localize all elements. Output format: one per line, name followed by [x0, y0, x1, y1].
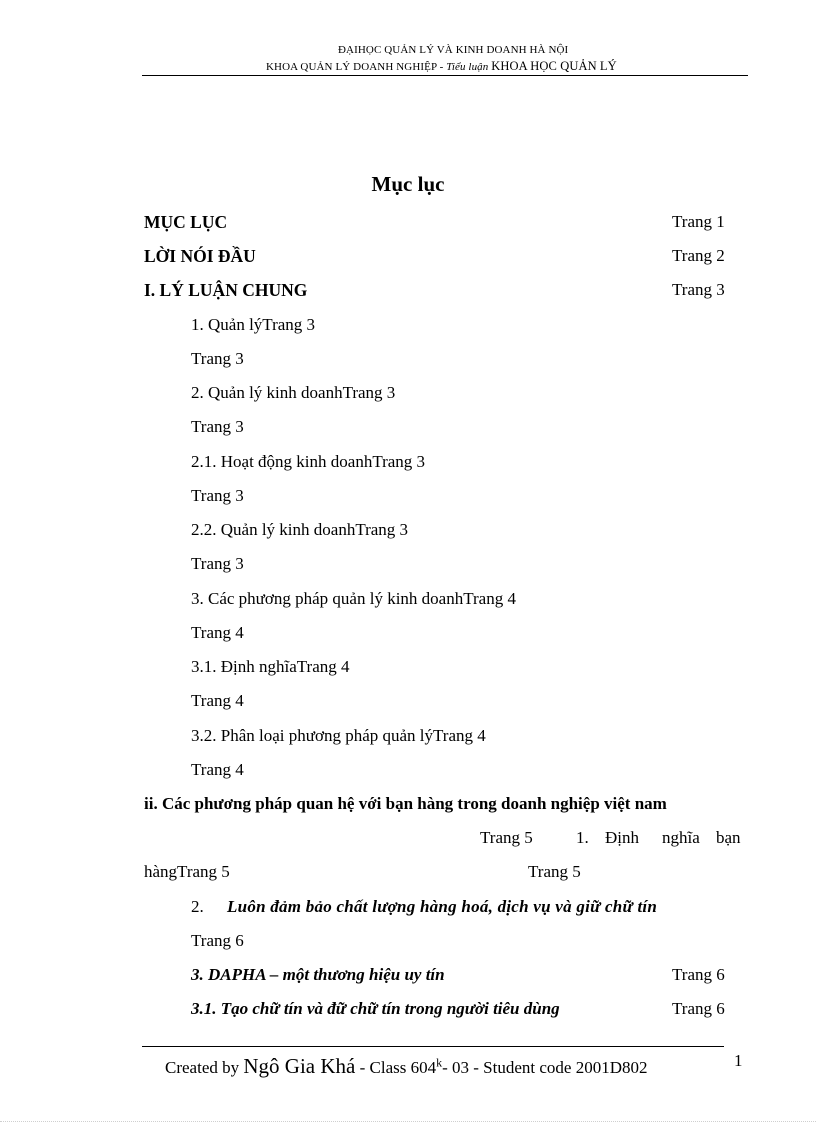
toc-def-word2: nghĩa [662, 828, 700, 847]
toc-item-3-1-page: Trang 4 [191, 691, 244, 710]
toc-item-3: 3. Các phương pháp quản lý kinh doanhTrang 4 [191, 589, 516, 608]
toc-def-word1: Định [605, 828, 639, 847]
toc-item-2-1-page: Trang 3 [191, 486, 244, 505]
footer-student: - 03 - Student code 2001D802 [442, 1058, 648, 1077]
header-subject: KHOA HỌC QUẢN LÝ [491, 59, 617, 73]
toc-section2-heading: ii. Các phương pháp quan hệ với bạn hàng trong doanh nghiệp việt nam [144, 794, 667, 813]
page-title: Mục lục [371, 172, 445, 196]
page-number: 1 [734, 1051, 743, 1070]
header-line2 [266, 59, 617, 74]
toc-item-1: 1. Quản lýTrang 3 [191, 315, 316, 334]
toc-item-2-2: 2.2. Quản lý kinh doanhTrang 3 [191, 520, 409, 539]
toc-item2-num: 2. [191, 897, 204, 916]
toc-section2-page: Trang 5 [480, 828, 533, 847]
footer-credit [165, 1054, 647, 1079]
header-line1: ĐẠIHỌC QUẢN LÝ VÀ KINH DOANH HÀ NỘI [338, 44, 569, 56]
toc-item-2-page: Trang 3 [191, 417, 244, 436]
toc-item-1-page: Trang 3 [191, 349, 244, 368]
header-rule [142, 75, 748, 76]
toc-ly-luan-page: Trang 3 [672, 280, 725, 299]
page-bottom-divider [0, 1121, 816, 1122]
toc-def-tail: hàngTrang 5 [144, 862, 230, 881]
toc-item-3-2-page: Trang 4 [191, 760, 244, 779]
toc-item3-page: Trang 6 [672, 965, 725, 984]
toc-item2-text: Luôn đảm bảo chất lượng hàng hoá, dịch vụ và giữ chữ tín [227, 897, 658, 916]
toc-item-2-2-page: Trang 3 [191, 554, 244, 573]
toc-item-2-1: 2.1. Hoạt động kinh doanhTrang 3 [191, 452, 426, 471]
toc-def-word3: bạn [716, 828, 741, 847]
toc-loi-noi-dau-label: LỜI NÓI ĐẦU [144, 246, 256, 266]
toc-item-2: 2. Quản lý kinh doanhTrang 3 [191, 383, 396, 402]
toc-item-3-2: 3.2. Phân loại phương pháp quản lýTrang 4 [191, 726, 486, 745]
footer-class-sup: k [436, 1055, 443, 1070]
header-faculty: KHOA QUẢN LÝ DOANH NGHIỆP - [266, 61, 447, 73]
toc-def-num: 1. [576, 828, 589, 847]
toc-loi-noi-dau-page: Trang 2 [672, 246, 725, 265]
toc-muc-luc-page: Trang 1 [672, 212, 725, 231]
footer-rule [142, 1046, 724, 1047]
toc-def-page: Trang 5 [528, 862, 581, 881]
toc-item2-page: Trang 6 [191, 931, 244, 950]
toc-ly-luan-label: I. LÝ LUẬN CHUNG [144, 280, 308, 300]
toc-item3-1-text: 3.1. Tạo chữ tín và đữ chữ tín trong người tiêu dùng [191, 999, 560, 1018]
toc-item-3-1: 3.1. Định nghĩaTrang 4 [191, 657, 350, 676]
footer-created: Created by [165, 1058, 244, 1077]
footer-author: Ngô Gia Khá [243, 1054, 356, 1078]
footer-class: - Class 604 [355, 1058, 437, 1077]
toc-item3-text: 3. DAPHA – một thương hiệu uy tín [191, 965, 445, 984]
toc-muc-luc-label: MỤC LỤC [144, 212, 228, 232]
toc-item3-1-page: Trang 6 [672, 999, 725, 1018]
header-essay: Tiểu luận [446, 61, 492, 73]
toc-item-3-page: Trang 4 [191, 623, 244, 642]
